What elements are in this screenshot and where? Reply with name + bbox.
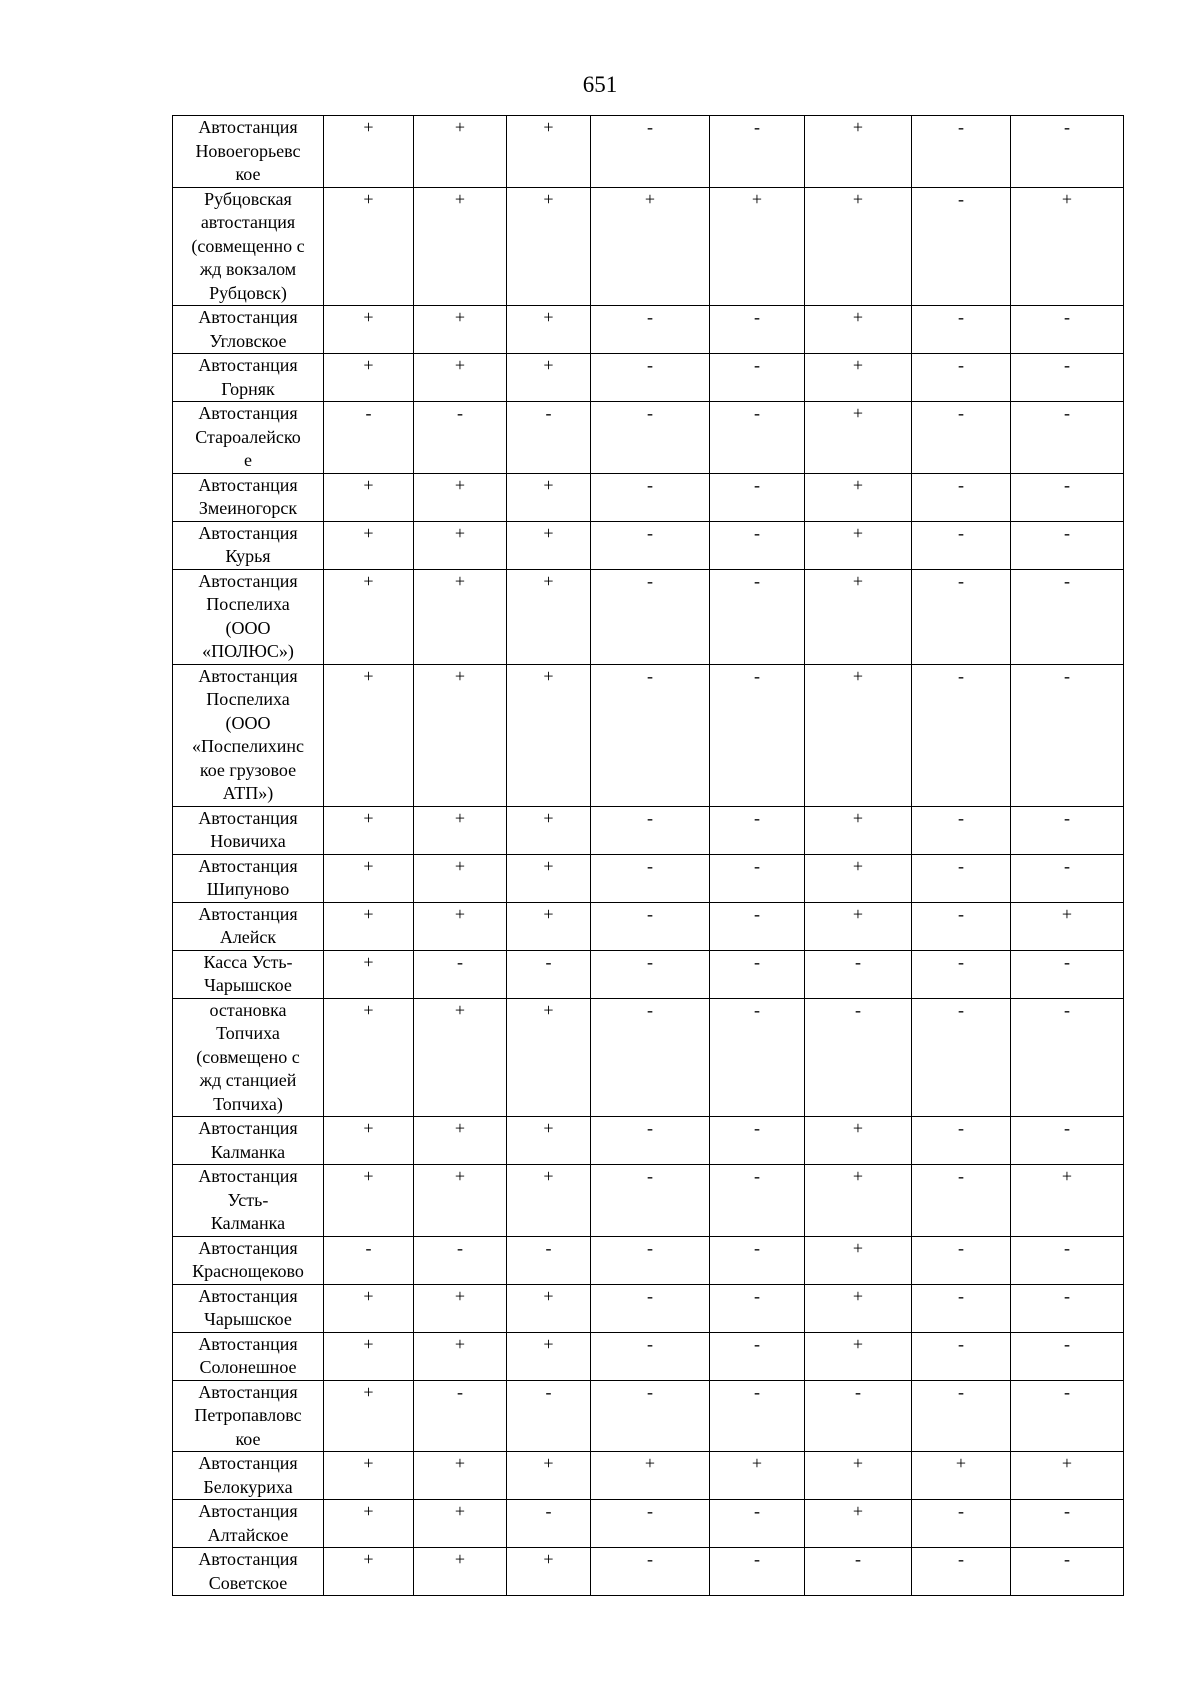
station-name-line: Автостанция [198, 855, 298, 876]
station-name-line: жд станцией [199, 1070, 297, 1090]
station-name-cell [173, 569, 324, 664]
table-row [173, 1284, 1124, 1332]
station-name-cell [173, 116, 324, 188]
availability-mark-cell: + [414, 187, 507, 306]
availability-mark-cell: - [912, 521, 1011, 569]
station-name-cell [173, 1452, 324, 1500]
station-name-line: Автостанция [198, 807, 298, 828]
availability-mark-cell: - [710, 354, 805, 402]
availability-mark-cell: - [710, 806, 805, 854]
availability-mark-cell: + [507, 902, 591, 950]
availability-mark-cell: - [912, 1380, 1011, 1452]
station-name-line: Алтайское [207, 1524, 289, 1545]
station-name-cell [173, 1165, 324, 1237]
availability-mark-cell: + [324, 854, 414, 902]
availability-mark-cell: + [805, 664, 912, 806]
availability-mark-cell: + [414, 521, 507, 569]
availability-mark-cell: - [912, 354, 1011, 402]
availability-mark-cell: + [507, 1452, 591, 1500]
availability-mark-cell: - [324, 1236, 414, 1284]
availability-mark-cell: + [324, 354, 414, 402]
availability-mark-cell: + [591, 187, 710, 306]
station-name-line: Автостанция [198, 1333, 298, 1354]
availability-mark-cell: - [414, 402, 507, 474]
availability-mark-cell: + [414, 569, 507, 664]
availability-mark-cell: - [591, 998, 710, 1117]
station-name-line: Автостанция [198, 1501, 298, 1521]
station-name-line: Алейск [219, 927, 277, 947]
availability-mark-cell: + [805, 1165, 912, 1237]
availability-mark-cell: + [507, 664, 591, 806]
availability-mark-cell: - [591, 1284, 710, 1332]
station-name-line: Новоегорьевс [195, 140, 301, 161]
table-row [173, 1500, 1124, 1548]
station-name-line: Поспелиха [206, 689, 290, 709]
availability-mark-cell: - [591, 1380, 710, 1452]
station-name-line: Автостанция [198, 1166, 298, 1186]
availability-mark-cell: - [805, 998, 912, 1117]
table-row [173, 116, 1124, 188]
availability-mark-cell: + [414, 473, 507, 521]
availability-mark-cell: - [507, 1380, 591, 1452]
availability-mark-cell: - [591, 473, 710, 521]
station-name-line: Топчиха [216, 1023, 280, 1043]
availability-mark-cell: + [805, 902, 912, 950]
availability-mark-cell: + [507, 521, 591, 569]
availability-mark-cell: - [414, 1380, 507, 1452]
station-name-line: Краснощеково [192, 1261, 304, 1281]
availability-mark-cell: - [912, 950, 1011, 998]
availability-mark-cell: - [591, 402, 710, 474]
table-row [173, 402, 1124, 474]
station-name-line: Шипуново [206, 879, 290, 899]
availability-mark-cell: + [324, 902, 414, 950]
availability-mark-cell: - [591, 1332, 710, 1380]
availability-mark-cell: - [912, 854, 1011, 902]
availability-mark-cell: + [324, 1284, 414, 1332]
availability-mark-cell: + [414, 116, 507, 188]
station-name-line: автостанция [200, 212, 296, 232]
availability-mark-cell: + [414, 1500, 507, 1548]
availability-mark-cell: + [414, 998, 507, 1117]
station-name-cell [173, 806, 324, 854]
station-name-cell [173, 1380, 324, 1452]
station-name-line: Автостанция [198, 307, 298, 327]
station-name-line: Горняк [221, 378, 275, 399]
availability-mark-cell: + [324, 569, 414, 664]
availability-mark-cell: + [414, 1165, 507, 1237]
station-name-cell [173, 402, 324, 474]
availability-mark-cell: - [591, 1236, 710, 1284]
availability-mark-cell: - [1011, 1236, 1124, 1284]
availability-mark-cell: + [414, 306, 507, 354]
station-name-line: Белокуриха [203, 1476, 293, 1497]
availability-mark-cell: + [414, 806, 507, 854]
availability-mark-cell: - [710, 1117, 805, 1165]
availability-mark-cell: + [805, 569, 912, 664]
availability-mark-cell: + [324, 1452, 414, 1500]
availability-mark-cell: + [507, 116, 591, 188]
availability-mark-cell: - [1011, 806, 1124, 854]
availability-mark-cell: - [1011, 1284, 1124, 1332]
station-name-line: Староалейско [195, 426, 301, 447]
availability-mark-cell: - [710, 1284, 805, 1332]
availability-mark-cell: - [710, 998, 805, 1117]
availability-mark-cell: - [912, 1165, 1011, 1237]
availability-mark-cell: + [324, 306, 414, 354]
table-row [173, 998, 1124, 1117]
availability-mark-cell: + [507, 806, 591, 854]
availability-mark-cell: - [710, 116, 805, 188]
station-name-line: Автостанция [198, 403, 298, 423]
availability-mark-cell: - [912, 664, 1011, 806]
availability-mark-cell: + [414, 902, 507, 950]
station-name-cell [173, 473, 324, 521]
availability-mark-cell: - [1011, 664, 1124, 806]
station-name-cell [173, 1332, 324, 1380]
availability-mark-cell: + [507, 1165, 591, 1237]
availability-mark-cell: - [591, 306, 710, 354]
station-name-line: Чарышское [204, 975, 292, 995]
availability-mark-cell: + [1011, 1452, 1124, 1500]
availability-mark-cell: - [507, 1236, 591, 1284]
station-name-cell [173, 1284, 324, 1332]
table-row [173, 806, 1124, 854]
availability-mark-cell: - [710, 306, 805, 354]
availability-mark-cell: - [912, 1117, 1011, 1165]
station-name-line: Автостанция [198, 665, 298, 686]
availability-mark-cell: - [912, 473, 1011, 521]
station-name-line: Автостанция [198, 1237, 298, 1258]
availability-mark-cell: + [591, 1452, 710, 1500]
station-name-line: (совмещено с [196, 1046, 300, 1067]
station-name-line: е [244, 450, 252, 470]
availability-mark-cell: - [912, 116, 1011, 188]
station-name-line: Топчиха) [213, 1093, 283, 1114]
availability-mark-cell: - [1011, 1380, 1124, 1452]
page-number: 651 [582, 72, 618, 97]
table-row [173, 854, 1124, 902]
station-name-line: Автостанция [198, 1118, 298, 1138]
availability-mark-cell: - [710, 1332, 805, 1380]
availability-mark-cell: - [805, 1548, 912, 1596]
availability-mark-cell: + [507, 854, 591, 902]
availability-mark-cell: - [1011, 306, 1124, 354]
availability-mark-cell: + [805, 1332, 912, 1380]
availability-mark-cell: - [710, 1165, 805, 1237]
availability-mark-cell: - [710, 1548, 805, 1596]
availability-mark-cell: + [414, 1548, 507, 1596]
availability-mark-cell: - [1011, 354, 1124, 402]
availability-mark-cell: - [591, 1117, 710, 1165]
availability-mark-cell: - [710, 1236, 805, 1284]
availability-mark-cell: + [710, 187, 805, 306]
availability-mark-cell: - [507, 1500, 591, 1548]
availability-mark-cell: - [912, 902, 1011, 950]
availability-mark-cell: - [591, 902, 710, 950]
table-row [173, 473, 1124, 521]
availability-mark-cell: - [710, 902, 805, 950]
table-body [173, 116, 1124, 1596]
station-name-line: Калманка [210, 1213, 286, 1233]
availability-mark-cell: - [1011, 950, 1124, 998]
availability-mark-cell: + [507, 306, 591, 354]
availability-mark-cell: + [324, 806, 414, 854]
station-name-line: Автостанция [198, 474, 298, 495]
availability-mark-cell: + [805, 1284, 912, 1332]
availability-mark-cell: + [507, 569, 591, 664]
availability-mark-cell: - [912, 1548, 1011, 1596]
table-row [173, 306, 1124, 354]
availability-mark-cell: + [507, 1117, 591, 1165]
station-name-cell [173, 354, 324, 402]
table-row [173, 187, 1124, 306]
availability-mark-cell: - [324, 402, 414, 474]
availability-mark-cell: - [912, 1500, 1011, 1548]
table-row [173, 1117, 1124, 1165]
availability-mark-cell: + [805, 402, 912, 474]
availability-mark-cell: - [1011, 402, 1124, 474]
station-name-line: Автостанция [198, 1453, 298, 1473]
availability-mark-cell: + [324, 998, 414, 1117]
station-name-line: Автостанция [198, 903, 298, 924]
table-row [173, 1452, 1124, 1500]
station-name-cell [173, 306, 324, 354]
availability-mark-cell: + [805, 187, 912, 306]
station-name-line: Новичиха [210, 831, 286, 851]
availability-mark-cell: + [710, 1452, 805, 1500]
table-row [173, 569, 1124, 664]
table-row [173, 354, 1124, 402]
availability-mark-cell: - [414, 950, 507, 998]
station-name-line: «ПОЛЮС») [202, 641, 294, 661]
availability-mark-cell: + [507, 1332, 591, 1380]
station-name-line: Угловское [209, 330, 287, 351]
station-name-cell [173, 854, 324, 902]
availability-mark-cell: - [591, 806, 710, 854]
availability-mark-cell: - [591, 521, 710, 569]
availability-mark-cell: - [1011, 116, 1124, 188]
availability-mark-cell: - [1011, 569, 1124, 664]
station-name-line: кое [235, 1428, 261, 1449]
station-name-line: кое [235, 164, 261, 184]
bus-station-table [172, 115, 1124, 1596]
availability-mark-cell: - [710, 854, 805, 902]
availability-mark-cell: + [324, 116, 414, 188]
availability-mark-cell: - [710, 1500, 805, 1548]
availability-mark-cell: + [805, 306, 912, 354]
availability-mark-cell: + [414, 854, 507, 902]
station-name-line: кое грузовое [199, 759, 297, 780]
availability-mark-cell: - [507, 402, 591, 474]
station-name-line: Калманка [210, 1141, 286, 1162]
availability-mark-cell: - [507, 950, 591, 998]
availability-mark-cell: + [507, 187, 591, 306]
availability-mark-cell: + [912, 1452, 1011, 1500]
station-name-cell [173, 1236, 324, 1284]
station-name-cell [173, 902, 324, 950]
availability-mark-cell: + [414, 1284, 507, 1332]
availability-mark-cell: - [912, 1284, 1011, 1332]
availability-mark-cell: - [591, 569, 710, 664]
availability-mark-cell: + [805, 116, 912, 188]
availability-mark-cell: + [507, 1284, 591, 1332]
station-name-line: Автостанция [198, 522, 298, 543]
availability-mark-cell: + [507, 1548, 591, 1596]
availability-mark-cell: + [1011, 187, 1124, 306]
availability-mark-cell: + [324, 1380, 414, 1452]
station-name-line: остановка [209, 999, 287, 1020]
availability-mark-cell: - [710, 402, 805, 474]
station-name-cell [173, 187, 324, 306]
availability-mark-cell: - [1011, 1117, 1124, 1165]
station-name-line: (ООО [225, 712, 271, 733]
availability-mark-cell: + [507, 998, 591, 1117]
availability-mark-cell: + [805, 1500, 912, 1548]
availability-mark-cell: + [805, 1117, 912, 1165]
station-name-line: Автостанция [198, 570, 298, 591]
availability-mark-cell: + [414, 354, 507, 402]
availability-mark-cell: - [912, 998, 1011, 1117]
station-name-line: Советское [208, 1572, 288, 1593]
station-name-line: (ООО [225, 617, 271, 638]
availability-mark-cell: + [805, 1236, 912, 1284]
availability-mark-cell: + [507, 473, 591, 521]
station-name-line: Автостанция [198, 1549, 298, 1569]
availability-mark-cell: - [591, 1165, 710, 1237]
availability-mark-cell: + [324, 1165, 414, 1237]
availability-mark-cell: + [324, 1548, 414, 1596]
availability-mark-cell: + [1011, 1165, 1124, 1237]
availability-mark-cell: - [805, 950, 912, 998]
availability-mark-cell: + [324, 1332, 414, 1380]
availability-mark-cell: - [591, 664, 710, 806]
availability-mark-cell: + [414, 1332, 507, 1380]
station-name-line: Автостанция [198, 1381, 298, 1402]
availability-mark-cell: - [591, 116, 710, 188]
station-name-line: Петропавловс [194, 1405, 302, 1425]
table-row [173, 1236, 1124, 1284]
availability-mark-cell: - [912, 306, 1011, 354]
station-name-line: Рубцовская [204, 188, 292, 209]
station-name-line: Касса Усть- [203, 951, 293, 972]
availability-mark-cell: + [324, 473, 414, 521]
availability-mark-cell: + [1011, 902, 1124, 950]
table-row [173, 521, 1124, 569]
availability-mark-cell: - [912, 1236, 1011, 1284]
availability-mark-cell: - [591, 354, 710, 402]
availability-mark-cell: - [912, 1332, 1011, 1380]
station-name-cell [173, 1548, 324, 1596]
availability-mark-cell: - [591, 854, 710, 902]
availability-mark-cell: + [805, 806, 912, 854]
availability-mark-cell: - [912, 806, 1011, 854]
availability-mark-cell: - [710, 664, 805, 806]
station-name-line: Змеиногорск [198, 498, 298, 518]
station-name-line: Автостанция [198, 355, 298, 375]
availability-mark-cell: + [324, 664, 414, 806]
station-name-line: «Поспелихинс [192, 736, 304, 756]
station-name-line: Курья [225, 546, 271, 566]
table-row [173, 1165, 1124, 1237]
availability-mark-cell: + [324, 1117, 414, 1165]
table-row [173, 1332, 1124, 1380]
availability-mark-cell: - [1011, 854, 1124, 902]
availability-mark-cell: - [710, 521, 805, 569]
availability-mark-cell: + [324, 187, 414, 306]
availability-mark-cell: - [912, 187, 1011, 306]
station-name-line: Автостанция [198, 117, 298, 137]
availability-mark-cell: + [324, 521, 414, 569]
station-name-line: АТП») [222, 783, 274, 803]
availability-mark-cell: + [805, 354, 912, 402]
availability-mark-cell: - [710, 569, 805, 664]
availability-mark-cell: + [805, 854, 912, 902]
availability-mark-cell: - [805, 1380, 912, 1452]
availability-mark-cell: + [805, 1452, 912, 1500]
station-name-line: Чарышское [204, 1309, 292, 1329]
station-name-cell [173, 1500, 324, 1548]
station-name-cell [173, 521, 324, 569]
availability-mark-cell: + [414, 1117, 507, 1165]
station-name-cell [173, 1117, 324, 1165]
availability-mark-cell: - [710, 473, 805, 521]
table-row [173, 902, 1124, 950]
station-name-cell [173, 950, 324, 998]
availability-mark-cell: - [1011, 521, 1124, 569]
availability-mark-cell: + [414, 664, 507, 806]
table-row [173, 950, 1124, 998]
table-row [173, 1548, 1124, 1596]
table-row [173, 664, 1124, 806]
availability-mark-cell: - [912, 569, 1011, 664]
station-name-line: Рубцовск) [209, 282, 287, 303]
availability-mark-cell: - [1011, 1500, 1124, 1548]
station-name-cell [173, 998, 324, 1117]
availability-mark-cell: + [414, 1452, 507, 1500]
station-name-line: Солонешное [199, 1357, 297, 1377]
station-name-line: Поспелиха [206, 594, 290, 614]
availability-mark-cell: - [710, 1380, 805, 1452]
station-name-cell [173, 664, 324, 806]
availability-mark-cell: + [507, 354, 591, 402]
availability-mark-cell: - [591, 1548, 710, 1596]
station-name-line: Усть- [227, 1189, 269, 1210]
availability-mark-cell: - [912, 402, 1011, 474]
availability-mark-cell: + [324, 950, 414, 998]
station-name-line: (совмещенно с [191, 235, 305, 256]
availability-mark-cell: - [1011, 998, 1124, 1117]
station-name-line: жд вокзалом [199, 259, 297, 279]
availability-mark-cell: - [1011, 1548, 1124, 1596]
station-name-line: Автостанция [198, 1285, 298, 1306]
availability-mark-cell: - [591, 1500, 710, 1548]
availability-mark-cell: + [805, 521, 912, 569]
availability-mark-cell: - [1011, 473, 1124, 521]
table-row [173, 1380, 1124, 1452]
availability-mark-cell: + [324, 1500, 414, 1548]
availability-mark-cell: + [805, 473, 912, 521]
availability-mark-cell: - [1011, 1332, 1124, 1380]
availability-mark-cell: - [414, 1236, 507, 1284]
availability-mark-cell: - [710, 950, 805, 998]
availability-mark-cell: - [591, 950, 710, 998]
